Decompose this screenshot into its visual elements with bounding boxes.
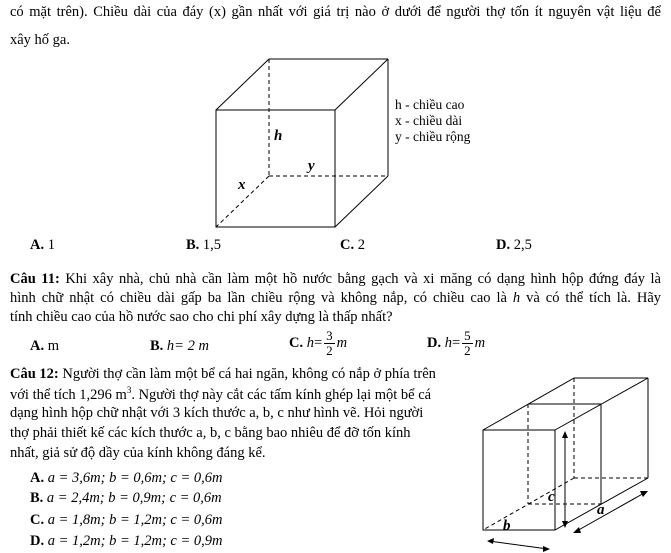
q11-line-1: Câu 11: Khi xây nhà, chủ nhà cần làm một hồ nước bằng gạch và xi măng có dạng hình hộp đứng đáy là — [10, 271, 661, 287]
legend-y: y - chiều rộng — [395, 129, 471, 144]
q12-option-d: D. a = 1,2m; b = 1,2m; c = 0,9m — [30, 533, 223, 549]
q12-option-c: C. a = 1,8m; b = 1,2m; c = 0,6m — [30, 512, 223, 528]
q11-line-2: hình chữ nhật có chiều dài gấp ba lần chiều rộng và không nắp, có chiều cao là h và có thể tích là. Hãy — [10, 290, 662, 306]
q12-line-2: với thể tích 1,296 $m^3$. Người thợ này cắt các tấm kính ghép lại một bể cá — [10, 385, 432, 403]
label-c: c — [548, 489, 555, 505]
label-b: b — [503, 518, 511, 534]
q11-option-d: D. h= $\frac{5}{2}$ m — [427, 328, 486, 358]
label-x: x — [238, 177, 246, 193]
q10-option-b: B. 1,5 — [186, 237, 222, 253]
q11-option-c: C. h= $\frac{3}{2}$ m — [289, 328, 348, 358]
q12-option-a: A. a = 3,6m; b = 0,6m; c = 0,6m — [30, 470, 223, 486]
intro-line-2: xây hố ga. — [10, 32, 70, 48]
q11-option-a: A. m — [30, 338, 60, 354]
label-y: y — [308, 158, 315, 174]
legend-h: h - chiều cao — [395, 97, 465, 112]
q12-option-b: B. a = 2,4m; b = 0,9m; c = 0,6m — [30, 490, 222, 506]
label-a: a — [597, 502, 605, 518]
q10-option-c: C. 2 — [340, 237, 365, 253]
q12-line-4: thợ phải thiết kế các kích thước a, b, c bằng bao nhiêu để đỡ tốn kính — [10, 425, 411, 441]
q12-line-1: Câu 12: Người thợ cần làm một bể cá hai ngăn, không có nắp ở phía trên — [10, 366, 436, 382]
q11-option-b: B. h= 2 m — [150, 338, 209, 354]
legend-x: x - chiều dài — [395, 113, 463, 128]
q12-line-5: nhất, giả sử độ dầy của kính không đáng kể. — [10, 445, 266, 461]
q11-line-3: tính chiều cao của hồ nước sao cho chi phí xây dựng là thấp nhất? — [10, 309, 393, 325]
q12-line-3: dạng hình hộp chữ nhật với 3 kích thước a, b, c như hình vẽ. Hỏi người — [10, 405, 424, 421]
label-h: h — [274, 128, 283, 144]
q10-option-d: D. 2,5 — [496, 237, 532, 253]
intro-line-1: có mặt trên). Chiều dài của đáy (x) gần nhất với giá trị nào ở dưới để người thợ tốn ít nguyên vật liệu để — [10, 4, 661, 20]
q10-option-a: A. 1 — [30, 237, 55, 253]
